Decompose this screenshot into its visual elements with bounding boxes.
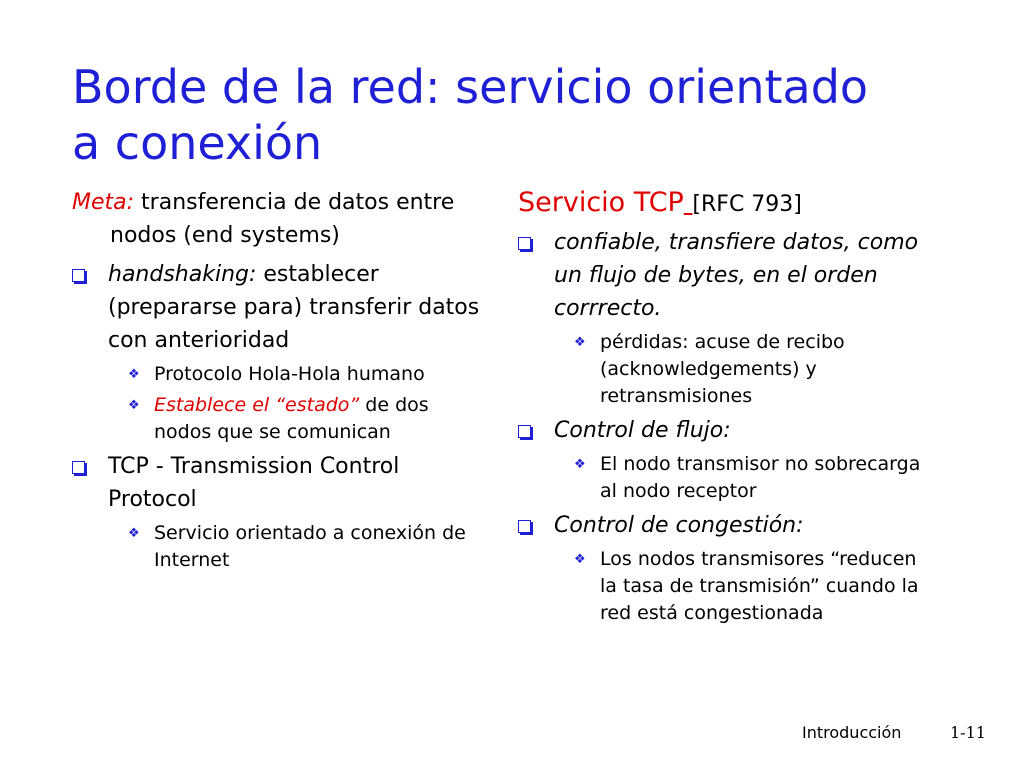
congestion-control-subitem-1 <box>562 546 938 627</box>
slide-title-line-2: a conexión <box>72 115 323 170</box>
slide-title <box>72 59 972 171</box>
goal-text: transferencia de datos entre nodos (end systems) <box>110 190 455 248</box>
square-bullet-icon <box>518 425 531 438</box>
congestion-control-text: Control de congestión: <box>554 513 804 538</box>
congestion-control-subitem-1-text: Los nodos transmisores “reducen la tasa de transmisión” cuando la red está congestionada <box>600 548 919 624</box>
reliable-text: confiable, transfiere datos, como un flujo de bytes, en el orden corrrecto. <box>554 230 919 321</box>
goal-label: Meta: <box>72 190 135 215</box>
handshaking-text: establecer (prepararse para) transferir datos con anterioridad <box>108 262 480 353</box>
tcp-protocol-item <box>72 450 482 516</box>
handshaking-subitem-2-highlight: Establece el “estado” <box>154 394 360 416</box>
congestion-control-item <box>518 509 938 542</box>
square-bullet-icon <box>518 237 531 250</box>
diamond-bullet-icon: ❖ <box>128 526 140 541</box>
left-column <box>72 186 482 578</box>
slide-number: 1-11 <box>950 723 986 742</box>
tcp-protocol-subitem-1-text: Servicio orientado a conexión de Internet <box>154 522 466 571</box>
handshaking-subitem-2 <box>116 392 482 446</box>
flow-control-item <box>518 414 938 447</box>
diamond-bullet-icon: ❖ <box>128 367 140 382</box>
flow-control-subitem-1 <box>562 451 938 505</box>
tcp-protocol-subitem-1 <box>116 520 482 574</box>
tcp-service-heading <box>518 186 938 222</box>
handshaking-subitem-1 <box>116 361 482 388</box>
reliable-subitem-1 <box>562 329 938 410</box>
flow-control-subitem-1-text: El nodo transmisor no sobrecarga al nodo receptor <box>600 453 921 502</box>
footer-section-label: Introducción <box>802 723 902 742</box>
diamond-bullet-icon: ❖ <box>574 335 586 350</box>
reliable-subitem-1-text: pérdidas: acuse de recibo (acknowledgements) y retransmisiones <box>600 331 845 407</box>
diamond-bullet-icon: ❖ <box>574 457 586 472</box>
square-bullet-icon <box>518 520 531 533</box>
handshaking-subitem-2-text: de dos nodos que se comunican <box>154 394 429 443</box>
flow-control-text: Control de flujo: <box>554 418 731 443</box>
tcp-service-title: Servicio TCP <box>518 187 684 218</box>
goal-paragraph <box>72 186 482 252</box>
diamond-bullet-icon: ❖ <box>128 398 140 413</box>
handshaking-term: handshaking: <box>108 262 257 287</box>
right-column <box>518 186 938 631</box>
diamond-bullet-icon: ❖ <box>574 552 586 567</box>
square-bullet-icon <box>72 461 85 474</box>
slide-title-line-1: Borde de la red: servicio orientado <box>72 59 869 114</box>
tcp-protocol-text: TCP - Transmission Control Protocol <box>108 454 400 512</box>
handshaking-item <box>72 258 482 357</box>
handshaking-subitem-1-text: Protocolo Hola-Hola humano <box>154 363 425 385</box>
rfc-reference: [RFC 793] <box>692 192 802 217</box>
reliable-item <box>518 226 938 325</box>
square-bullet-icon <box>72 269 85 282</box>
